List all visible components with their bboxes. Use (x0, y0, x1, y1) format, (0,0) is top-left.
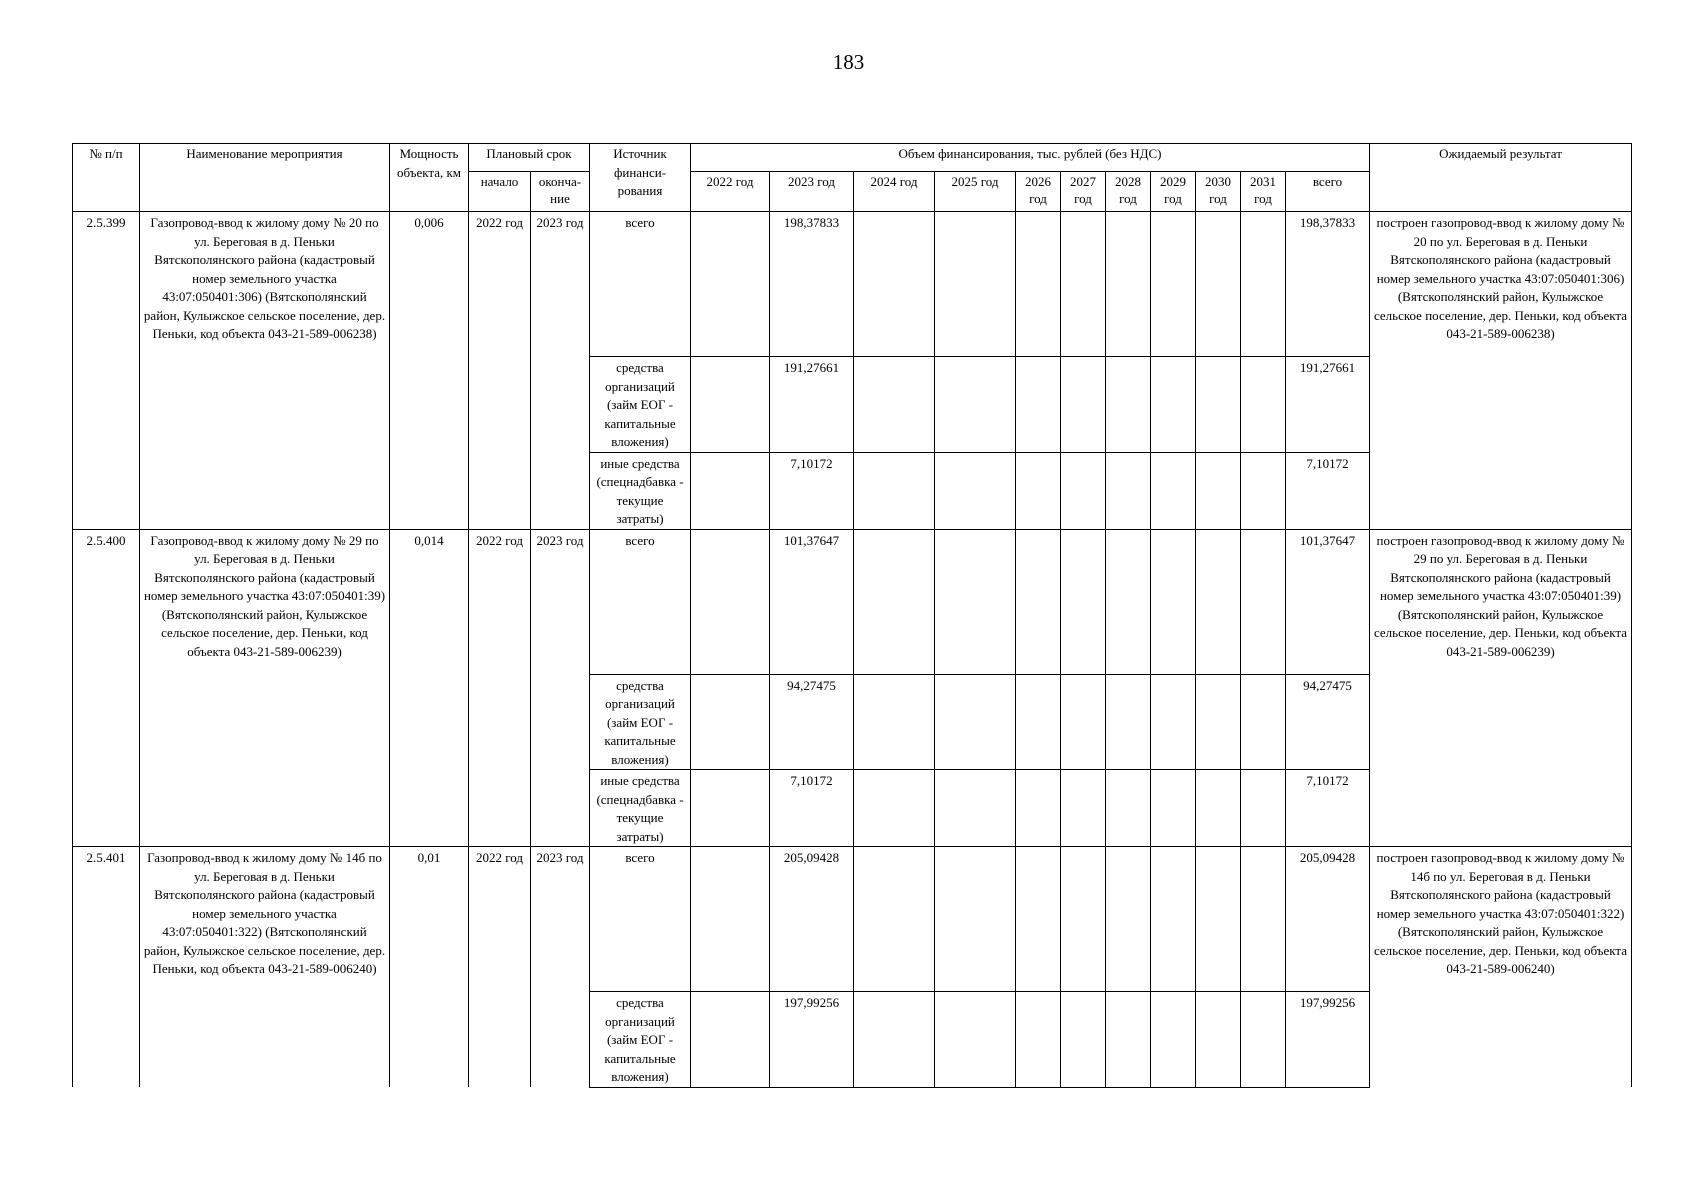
header-power: Мощность объекта, км (390, 144, 469, 212)
header-year: 2027 год (1061, 172, 1106, 212)
year-value (1106, 529, 1151, 674)
year-value (1241, 847, 1286, 992)
header-start: начало (469, 172, 531, 212)
funding-source: всего (590, 212, 691, 357)
funding-source: средства организаций (займ ЕОГ - капитальные вложения) (590, 992, 691, 1088)
year-value (691, 529, 770, 674)
year-value: 7,10172 (770, 770, 854, 847)
year-value (1151, 992, 1196, 1088)
event-name: Газопровод-ввод к жилому дому № 29 по ул. Береговая в д. Пеньки Вятскополянского района (кадастровый номер земельного участка 43:07:050401:39) (Вятскополянский район, Кулыжское сельское поселение, дер. Пеньки, код объекта 043-21-589-006239) (140, 529, 390, 847)
year-value (1016, 770, 1061, 847)
year-value: 197,99256 (770, 992, 854, 1088)
header-year: 2026 год (1016, 172, 1061, 212)
year-value (1196, 452, 1241, 529)
header-term: Плановый срок (469, 144, 590, 172)
header-year: 2023 год (770, 172, 854, 212)
year-value: 94,27475 (770, 674, 854, 770)
power-value: 0,014 (390, 529, 469, 847)
year-value (935, 847, 1016, 992)
funding-source: всего (590, 529, 691, 674)
expected-result: построен газопровод-ввод к жилому дому № 14б по ул. Береговая в д. Пеньки Вятскополянского района (кадастровый номер земельного участка 43:07:050401:322) (Вятскополянский район, Кулыжское сельское поселение, дер. Пеньки, код объекта 043-21-589-006240) (1370, 847, 1632, 1088)
year-value (691, 847, 770, 992)
year-value (691, 992, 770, 1088)
year-value (1106, 357, 1151, 453)
expected-result: построен газопровод-ввод к жилому дому № 20 по ул. Береговая в д. Пеньки Вятскополянского района (кадастровый номер земельного участка 43:07:050401:306) (Вятскополянский район, Кулыжское сельское поселение, дер. Пеньки, код объекта 043-21-589-006238) (1370, 212, 1632, 530)
header-year: 2025 год (935, 172, 1016, 212)
year-value (1151, 847, 1196, 992)
year-value (1016, 992, 1061, 1088)
year-value (935, 529, 1016, 674)
year-value (1196, 992, 1241, 1088)
year-value (935, 770, 1016, 847)
header-year: 2030 год (1196, 172, 1241, 212)
year-value (1241, 452, 1286, 529)
year-value (1061, 770, 1106, 847)
year-value (1241, 212, 1286, 357)
year-value (1151, 770, 1196, 847)
header-name: Наименование мероприятия (140, 144, 390, 212)
power-value: 0,006 (390, 212, 469, 530)
funding-source: средства организаций (займ ЕОГ - капитальные вложения) (590, 357, 691, 453)
year-value (1196, 674, 1241, 770)
year-value (1061, 674, 1106, 770)
year-value (1196, 212, 1241, 357)
year-value (1016, 212, 1061, 357)
year-value (1151, 452, 1196, 529)
year-value (691, 452, 770, 529)
year-value (1106, 452, 1151, 529)
row-number: 2.5.399 (73, 212, 140, 530)
year-value (1151, 212, 1196, 357)
page-number: 183 (832, 50, 865, 74)
year-value (1196, 847, 1241, 992)
total-value: 7,10172 (1286, 770, 1370, 847)
table-row (73, 847, 1632, 992)
year-value (1016, 529, 1061, 674)
end-year: 2023 год (531, 847, 590, 1088)
header-year: 2024 год (854, 172, 935, 212)
header-volume: Объем финансирования, тыс. рублей (без НДС) (691, 144, 1370, 172)
year-value (1061, 992, 1106, 1088)
year-value (691, 212, 770, 357)
year-value (1061, 212, 1106, 357)
year-value: 191,27661 (770, 357, 854, 453)
year-value (1196, 357, 1241, 453)
header-year: 2028 год (1106, 172, 1151, 212)
total-value: 198,37833 (1286, 212, 1370, 357)
year-value (1151, 357, 1196, 453)
header-year: 2029 год (1151, 172, 1196, 212)
year-value (1241, 529, 1286, 674)
year-value (935, 674, 1016, 770)
year-value (935, 992, 1016, 1088)
end-year: 2023 год (531, 212, 590, 530)
year-value (691, 357, 770, 453)
header-source: Источник финанси-рования (590, 144, 691, 212)
year-value (1241, 357, 1286, 453)
year-value (935, 452, 1016, 529)
year-value (1106, 847, 1151, 992)
header-end: оконча-ние (531, 172, 590, 212)
year-value: 7,10172 (770, 452, 854, 529)
year-value (1106, 992, 1151, 1088)
year-value (1151, 529, 1196, 674)
row-number: 2.5.401 (73, 847, 140, 1088)
year-value (1241, 992, 1286, 1088)
event-name: Газопровод-ввод к жилому дому № 14б по ул. Береговая в д. Пеньки Вятскополянского района (кадастровый номер земельного участка 43:07:050401:322) (Вятскополянский район, Кулыжское сельское поселение, дер. Пеньки, код объекта 043-21-589-006240) (140, 847, 390, 1088)
year-value: 205,09428 (770, 847, 854, 992)
year-value (1061, 847, 1106, 992)
expected-result: построен газопровод-ввод к жилому дому № 29 по ул. Береговая в д. Пеньки Вятскополянского района (кадастровый номер земельного участка 43:07:050401:39) (Вятскополянский район, Кулыжское сельское поселение, дер. Пеньки, код объекта 043-21-589-006239) (1370, 529, 1632, 847)
year-value: 198,37833 (770, 212, 854, 357)
total-value: 94,27475 (1286, 674, 1370, 770)
year-value (1016, 452, 1061, 529)
year-value (1196, 770, 1241, 847)
year-value (854, 529, 935, 674)
year-value: 101,37647 (770, 529, 854, 674)
total-value: 191,27661 (1286, 357, 1370, 453)
power-value: 0,01 (390, 847, 469, 1088)
year-value (1061, 357, 1106, 453)
year-value (1016, 674, 1061, 770)
year-value (854, 212, 935, 357)
event-name: Газопровод-ввод к жилому дому № 20 по ул. Береговая в д. Пеньки Вятскополянского района (кадастровый номер земельного участка 43:07:050401:306) (Вятскополянский район, Кулыжское сельское поселение, дер. Пеньки, код объекта 043-21-589-006238) (140, 212, 390, 530)
year-value (1061, 452, 1106, 529)
funding-source: средства организаций (займ ЕОГ - капитальные вложения) (590, 674, 691, 770)
header-result: Ожидаемый результат (1370, 144, 1632, 212)
table-row (73, 529, 1632, 674)
year-value (935, 212, 1016, 357)
year-value (1196, 529, 1241, 674)
header-year: 2031 год (1241, 172, 1286, 212)
table-row (73, 212, 1632, 357)
year-value (854, 357, 935, 453)
start-year: 2022 год (469, 212, 531, 530)
year-value (1241, 674, 1286, 770)
year-value (854, 770, 935, 847)
funding-source: всего (590, 847, 691, 992)
funding-source: иные средства (спецнадбавка - текущие затраты) (590, 770, 691, 847)
end-year: 2023 год (531, 529, 590, 847)
year-value (1241, 770, 1286, 847)
funding-source: иные средства (спецнадбавка - текущие затраты) (590, 452, 691, 529)
year-value (691, 770, 770, 847)
total-value: 7,10172 (1286, 452, 1370, 529)
header-total: всего (1286, 172, 1370, 212)
year-value (1016, 357, 1061, 453)
year-value (854, 992, 935, 1088)
year-value (691, 674, 770, 770)
start-year: 2022 год (469, 847, 531, 1088)
year-value (854, 452, 935, 529)
year-value (1106, 674, 1151, 770)
year-value (854, 674, 935, 770)
total-value: 101,37647 (1286, 529, 1370, 674)
header-year: 2022 год (691, 172, 770, 212)
total-value: 197,99256 (1286, 992, 1370, 1088)
header-num: № п/п (73, 144, 140, 212)
start-year: 2022 год (469, 529, 531, 847)
year-value (854, 847, 935, 992)
year-value (1151, 674, 1196, 770)
row-number: 2.5.400 (73, 529, 140, 847)
year-value (935, 357, 1016, 453)
year-value (1106, 212, 1151, 357)
year-value (1016, 847, 1061, 992)
year-value (1061, 529, 1106, 674)
year-value (1106, 770, 1151, 847)
total-value: 205,09428 (1286, 847, 1370, 992)
financing-plan-table (72, 143, 1632, 1088)
